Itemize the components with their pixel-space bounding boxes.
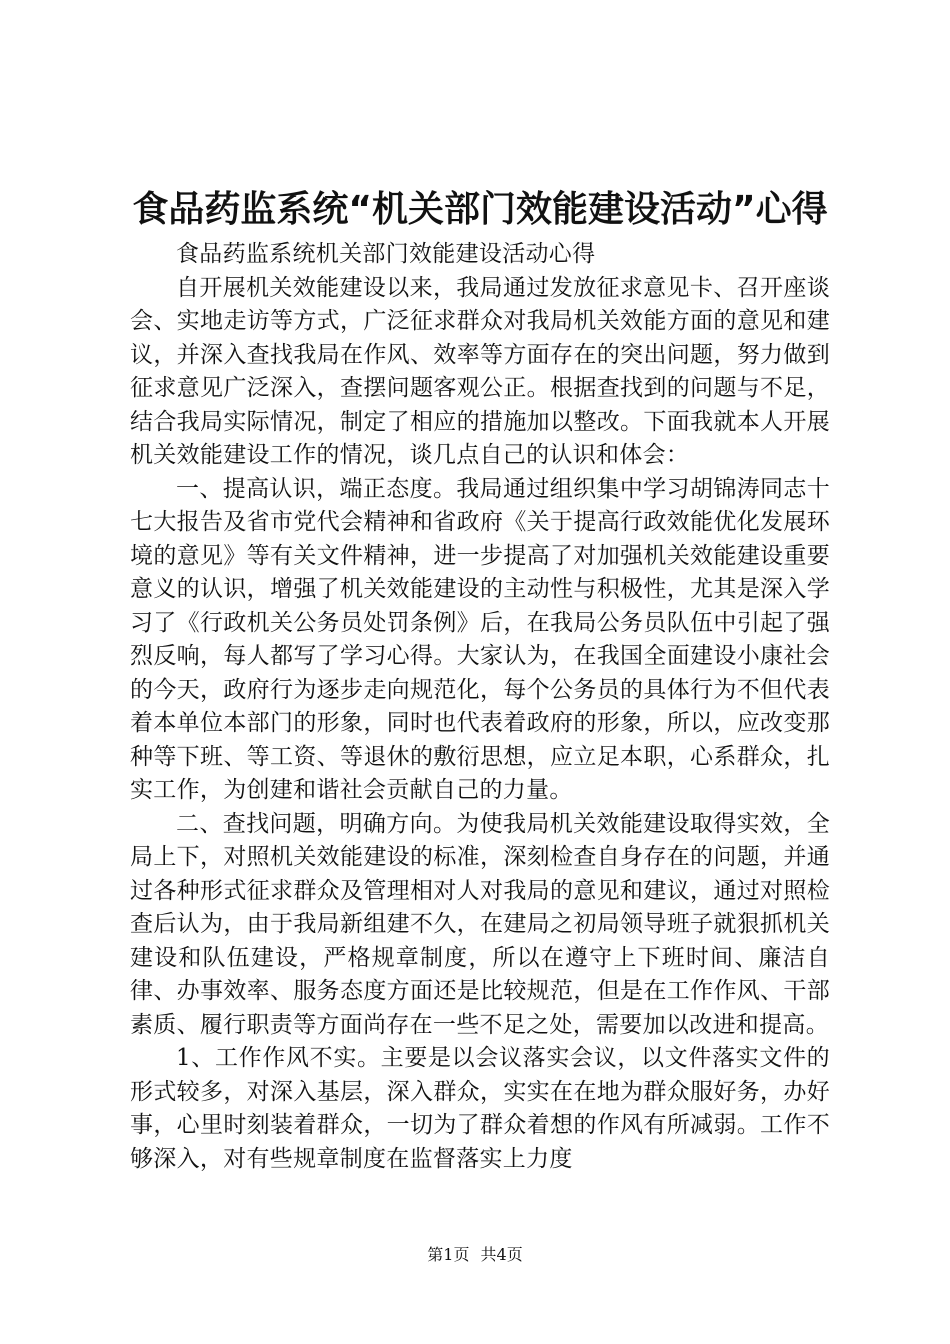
paragraph-intro: 自开展机关效能建设以来，我局通过发放征求意见卡、召开座谈会、实地走访等方式，广泛征求群众对我局机关效能方面的意见和建议，并深入查找我局在作风、效率等方面存在的突出问题，努力做到征求意见广泛深入，查摆问题客观公正。根据查找到的问题与不足，结合我局实际情况，制定了相应的措施加以整改。下面我就本人开展机关效能建设工作的情况，谈几点自己的认识和体会： (130, 274, 830, 468)
paragraph-section-1: 一、提高认识，端正态度。我局通过组织集中学习胡锦涛同志十七大报告及省市党代会精神和省政府《关于提高行政效能优化发展环境的意见》等有关文件精神，进一步提高了对加强机关效能建设重要意义的认识，增强了机关效能建设的主动性与积极性，尤其是深入学习了《行政机关公务员处罚条例》后，在我局公务员队伍中引起了强烈反响，每人都写了学习心得。大家认为，在我国全面建设小康社会的今天，政府行为逐步走向规范化，每个公务员的具体行为不但代表着本单位本部门的形象，同时也代表着政府的形象，所以，应改变那种等下班、等工资、等退休的敷衍思想，应立足本职，心系群众，扎实工作，为创建和谐社会贡献自己的力量。 (130, 475, 830, 803)
paragraph-item-1: 1、工作作风不实。主要是以会议落实会议，以文件落实文件的形式较多，对深入基层，深入群众，实实在在地为群众服好务，办好事，心里时刻装着群众，一切为了群众着想的作风有所减弱。工作不够深入，对有些规章制度在监督落实上力度 (130, 1045, 830, 1172)
document-body (130, 238, 830, 1176)
page-footer (0, 1244, 950, 1266)
document-subtitle: 食品药监系统机关部门效能建设活动心得 (176, 241, 596, 267)
document-title: 食品药监系统“机关部门效能建设活动”心得 (132, 189, 828, 230)
paragraph-section-2: 二、查找问题，明确方向。为使我局机关效能建设取得实效，全局上下，对照机关效能建设的标准，深刻检查自身存在的问题，并通过各种形式征求群众及管理相对人对我局的意见和建议，通过对照检查后认为，由于我局新组建不久，在建局之初局领导班子就狠抓机关建设和队伍建设，严格规章制度，所以在遵守上下班时间、廉洁自律、办事效率、服务态度方面还是比较规范，但是在工作作风、干部素质、履行职责等方面尚存在一些不足之处，需要加以改进和提高。 (130, 810, 830, 1038)
page-number: 第1页 (427, 1245, 470, 1264)
page-total: 共4页 (480, 1245, 523, 1264)
